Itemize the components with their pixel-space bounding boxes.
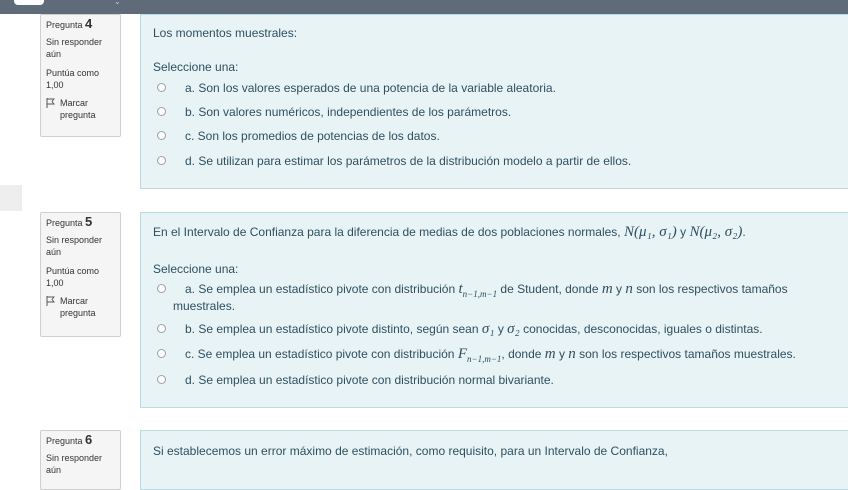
radio-button[interactable]: [157, 156, 166, 165]
answer-option-b[interactable]: [157, 106, 511, 120]
question-text: [153, 224, 746, 241]
math-variable: n: [568, 346, 576, 362]
radio-button[interactable]: [157, 349, 166, 358]
navbar-separator-icon: ⌄: [114, 0, 121, 6]
grade-label: Puntúa como: [46, 68, 100, 78]
answer-label: a. Son los valores esperados de una potencia de la variable aleatoria.: [185, 81, 556, 95]
question-label: Pregunta: [46, 20, 83, 30]
flag-label: Marcar pregunta: [60, 296, 96, 318]
question-5-info: [40, 212, 121, 337]
math-subscript: n−1,m−1: [467, 354, 502, 364]
answer-text: de Student, donde: [497, 282, 602, 296]
radio-button[interactable]: [157, 375, 166, 384]
answer-option-a-continued: [173, 299, 235, 313]
answer-label: [185, 321, 763, 337]
answer-text: y: [555, 347, 569, 361]
question-number-value: 5: [85, 214, 93, 229]
math-symbol: t: [458, 281, 463, 297]
answer-label: b. Son valores numéricos, independientes de los parámetros.: [185, 105, 512, 119]
radio-button[interactable]: [157, 107, 166, 116]
grade-value: 1,00: [46, 80, 64, 90]
question-4-info: [40, 14, 121, 137]
question-4-content: [140, 14, 848, 189]
question-text-part: En el Intervalo de Confianza para la diferencia de medias de dos poblaciones normales,: [153, 225, 624, 239]
answer-prompt: Seleccione una:: [153, 262, 239, 276]
answer-prompt: Seleccione una:: [153, 60, 239, 74]
answer-text: y: [494, 322, 508, 336]
grade-label: Puntúa como: [46, 266, 100, 276]
answer-option-d[interactable]: [157, 374, 554, 388]
question-text: Los momentos muestrales:: [153, 26, 298, 40]
question-label: Pregunta: [46, 218, 83, 228]
site-logo[interactable]: [14, 0, 44, 5]
answer-option-a[interactable]: [157, 283, 805, 302]
math-variable: m: [544, 346, 556, 362]
question-number: [46, 18, 115, 31]
flag-question-button[interactable]: [46, 295, 115, 319]
question-grade: [46, 67, 115, 91]
math-symbol: F: [457, 346, 467, 362]
grade-value: 1,00: [46, 278, 64, 288]
question-number: [46, 434, 115, 447]
answer-text: c. Se emplea un estadístico pivote con distribución: [185, 347, 458, 361]
answer-label: d. Se utilizan para estimar los parámetros de la distribución modelo a partir de ellos.: [185, 154, 632, 168]
question-state: Sin responder aún: [46, 453, 103, 475]
question-state: Sin responder aún: [46, 235, 103, 257]
question-text-part: .: [742, 225, 746, 239]
answer-label: [185, 346, 796, 367]
flag-label: Marcar pregunta: [60, 98, 96, 120]
flag-icon: [46, 296, 56, 306]
side-panel-edge: [0, 185, 22, 211]
math-variable: n: [625, 281, 633, 297]
question-text-part: y: [676, 225, 690, 239]
question-6-content: [140, 430, 848, 490]
answer-text: son los respectivos tamaños: [632, 282, 788, 296]
radio-button[interactable]: [157, 324, 166, 333]
answer-option-c[interactable]: [157, 348, 796, 367]
math-expression: N(μ₁, σ₁): [623, 224, 677, 240]
answer-option-d[interactable]: [157, 155, 631, 169]
answer-label: c. Son los promedios de potencias de los datos.: [185, 129, 440, 143]
question-number-value: 4: [85, 16, 93, 31]
radio-button[interactable]: [157, 83, 166, 92]
math-variable: m: [601, 281, 613, 297]
answer-text: b. Se emplea un estadístico pivote distinto, según sean: [185, 322, 482, 336]
radio-button[interactable]: [157, 131, 166, 140]
answer-text: son los respectivos tamaños muestrales.: [575, 347, 796, 361]
question-label: Pregunta: [46, 436, 83, 446]
question-number: [46, 216, 115, 229]
math-expression: σ₁: [481, 321, 495, 337]
question-state: Sin responder aún: [46, 37, 103, 59]
question-text: Si establecemos un error máximo de estimación, como requisito, para un Intervalo de Confianza,: [153, 444, 668, 458]
answer-text: y: [612, 282, 626, 296]
answer-text: a. Se emplea un estadístico pivote con distribución: [185, 282, 459, 296]
radio-button[interactable]: [157, 284, 166, 293]
answer-option-c[interactable]: [157, 130, 440, 144]
top-navbar: [0, 0, 848, 14]
math-expression: σ₂: [507, 321, 520, 337]
flag-question-button[interactable]: [46, 97, 115, 121]
question-number-value: 6: [85, 432, 93, 447]
math-expression: [459, 281, 498, 297]
answer-option-b[interactable]: [157, 323, 763, 337]
math-subscript: n−1,m−1: [462, 289, 498, 299]
question-5-content: [140, 212, 848, 408]
answer-text: muestrales.: [173, 299, 236, 313]
question-grade: [46, 265, 115, 289]
answer-text: conocidas, desconocidas, iguales o distintas.: [519, 322, 763, 336]
answer-label: [185, 281, 805, 302]
flag-icon: [46, 98, 56, 108]
math-expression: [458, 346, 502, 362]
answer-label: d. Se emplea un estadístico pivote con distribución normal bivariante.: [185, 373, 554, 387]
math-expression: N(μ₂, σ₂): [689, 224, 743, 240]
answer-text: , donde: [501, 347, 545, 361]
answer-option-a[interactable]: [157, 82, 556, 96]
question-6-info: [40, 430, 121, 490]
